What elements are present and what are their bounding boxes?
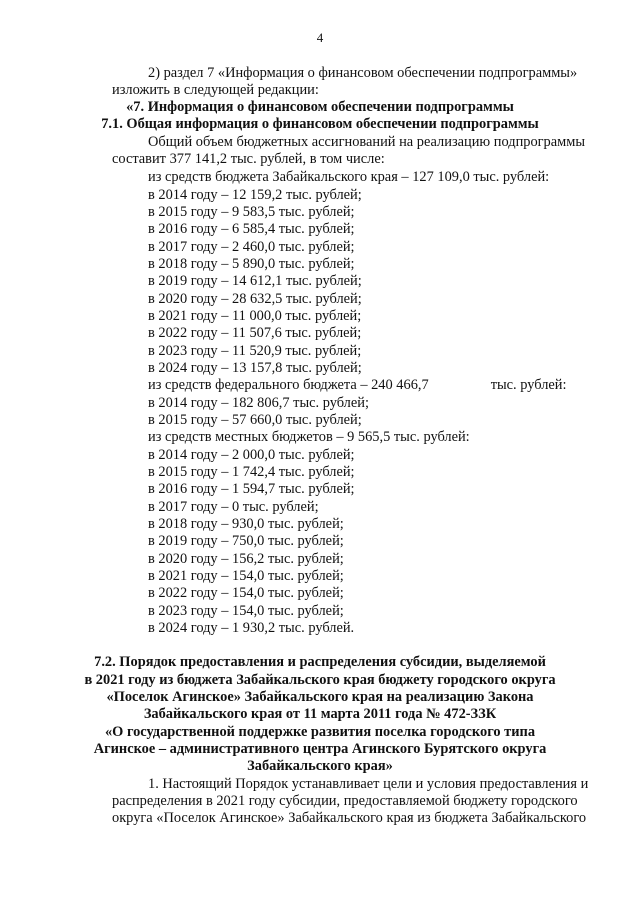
list-item: в 2016 году – 1 594,7 тыс. рублей; bbox=[148, 481, 355, 497]
section-7-1-heading: 7.1. Общая информация о финансовом обеспечении подпрограммы bbox=[101, 116, 539, 132]
list-item: в 2023 году – 11 520,9 тыс. рублей; bbox=[148, 343, 362, 359]
list-item: в 2018 году – 930,0 тыс. рублей; bbox=[148, 516, 344, 532]
list-item: в 2014 году – 12 159,2 тыс. рублей; bbox=[148, 187, 362, 203]
federal-budget-heading bbox=[148, 377, 566, 394]
list-item: в 2017 году – 2 460,0 тыс. рублей; bbox=[148, 239, 355, 255]
paragraph-line: распределения в 2021 году субсидии, предоставляемой бюджету городского bbox=[112, 793, 578, 809]
list-item: в 2019 году – 750,0 тыс. рублей; bbox=[148, 533, 344, 549]
list-item: в 2022 году – 154,0 тыс. рублей; bbox=[148, 585, 344, 601]
list-item: в 2024 году – 1 930,2 тыс. рублей. bbox=[148, 620, 355, 636]
list-item: в 2017 году – 0 тыс. рублей; bbox=[148, 499, 319, 515]
paragraph-line: округа «Поселок Агинское» Забайкальского края из бюджета Забайкальского bbox=[112, 810, 587, 826]
list-item: в 2020 году – 156,2 тыс. рублей; bbox=[148, 551, 344, 567]
section-7-2-heading: 7.2. Порядок предоставления и распределения субсидии, выделяемой bbox=[94, 654, 546, 670]
list-item: в 2014 году – 182 806,7 тыс. рублей; bbox=[148, 395, 369, 411]
section-7-heading: «7. Информация о финансовом обеспечении подпрограммы bbox=[126, 99, 514, 115]
federal-budget-amount: из средств федерального бюджета – 240 466,7 bbox=[148, 377, 429, 393]
local-budget-heading: из средств местных бюджетов – 9 565,5 тыс. рублей: bbox=[148, 429, 470, 445]
list-item: в 2023 году – 154,0 тыс. рублей; bbox=[148, 603, 344, 619]
section-7-2-heading: Забайкальского края от 11 марта 2011 года № 472-ЗЗК bbox=[143, 706, 497, 722]
total-line: составит 377 141,2 тыс. рублей, в том числе: bbox=[112, 151, 385, 167]
intro-line: 2) раздел 7 «Информация о финансовом обеспечении подпрограммы» bbox=[148, 65, 578, 81]
list-item: в 2014 году – 2 000,0 тыс. рублей; bbox=[148, 447, 355, 463]
list-item: в 2016 году – 6 585,4 тыс. рублей; bbox=[148, 221, 355, 237]
list-item: в 2019 году – 14 612,1 тыс. рублей; bbox=[148, 273, 362, 289]
regional-budget-heading: из средств бюджета Забайкальского края – 127 109,0 тыс. рублей: bbox=[148, 169, 550, 185]
list-item: в 2015 году – 9 583,5 тыс. рублей; bbox=[148, 204, 355, 220]
paragraph-line: 1. Настоящий Порядок устанавливает цели и условия предоставления и bbox=[148, 776, 589, 792]
list-item: в 2015 году – 1 742,4 тыс. рублей; bbox=[148, 464, 355, 480]
section-7-2-heading: «Поселок Агинское» Забайкальского края на реализацию Закона bbox=[106, 689, 534, 705]
total-line: Общий объем бюджетных ассигнований на реализацию подпрограммы bbox=[148, 134, 586, 150]
page-number: 4 bbox=[316, 30, 324, 45]
list-item: в 2024 году – 13 157,8 тыс. рублей; bbox=[148, 360, 362, 376]
list-item: в 2021 году – 154,0 тыс. рублей; bbox=[148, 568, 344, 584]
section-7-2-heading: «О государственной поддержке развития поселка городского типа bbox=[104, 724, 536, 740]
intro-line: изложить в следующей редакции: bbox=[112, 82, 319, 98]
section-7-2-heading: Агинское – административного центра Агинского Бурятского округа bbox=[93, 741, 547, 757]
list-item: в 2021 году – 11 000,0 тыс. рублей; bbox=[148, 308, 362, 324]
list-item: в 2015 году – 57 660,0 тыс. рублей; bbox=[148, 412, 362, 428]
section-7-2-heading: в 2021 году из бюджета Забайкальского края бюджету городского округа bbox=[84, 672, 556, 688]
section-7-2-heading: Забайкальского края» bbox=[247, 758, 393, 774]
list-item: в 2018 году – 5 890,0 тыс. рублей; bbox=[148, 256, 355, 272]
list-item: в 2020 году – 28 632,5 тыс. рублей; bbox=[148, 291, 362, 307]
list-item: в 2022 году – 11 507,6 тыс. рублей; bbox=[148, 325, 362, 341]
federal-budget-unit: тыс. рублей: bbox=[490, 377, 567, 393]
